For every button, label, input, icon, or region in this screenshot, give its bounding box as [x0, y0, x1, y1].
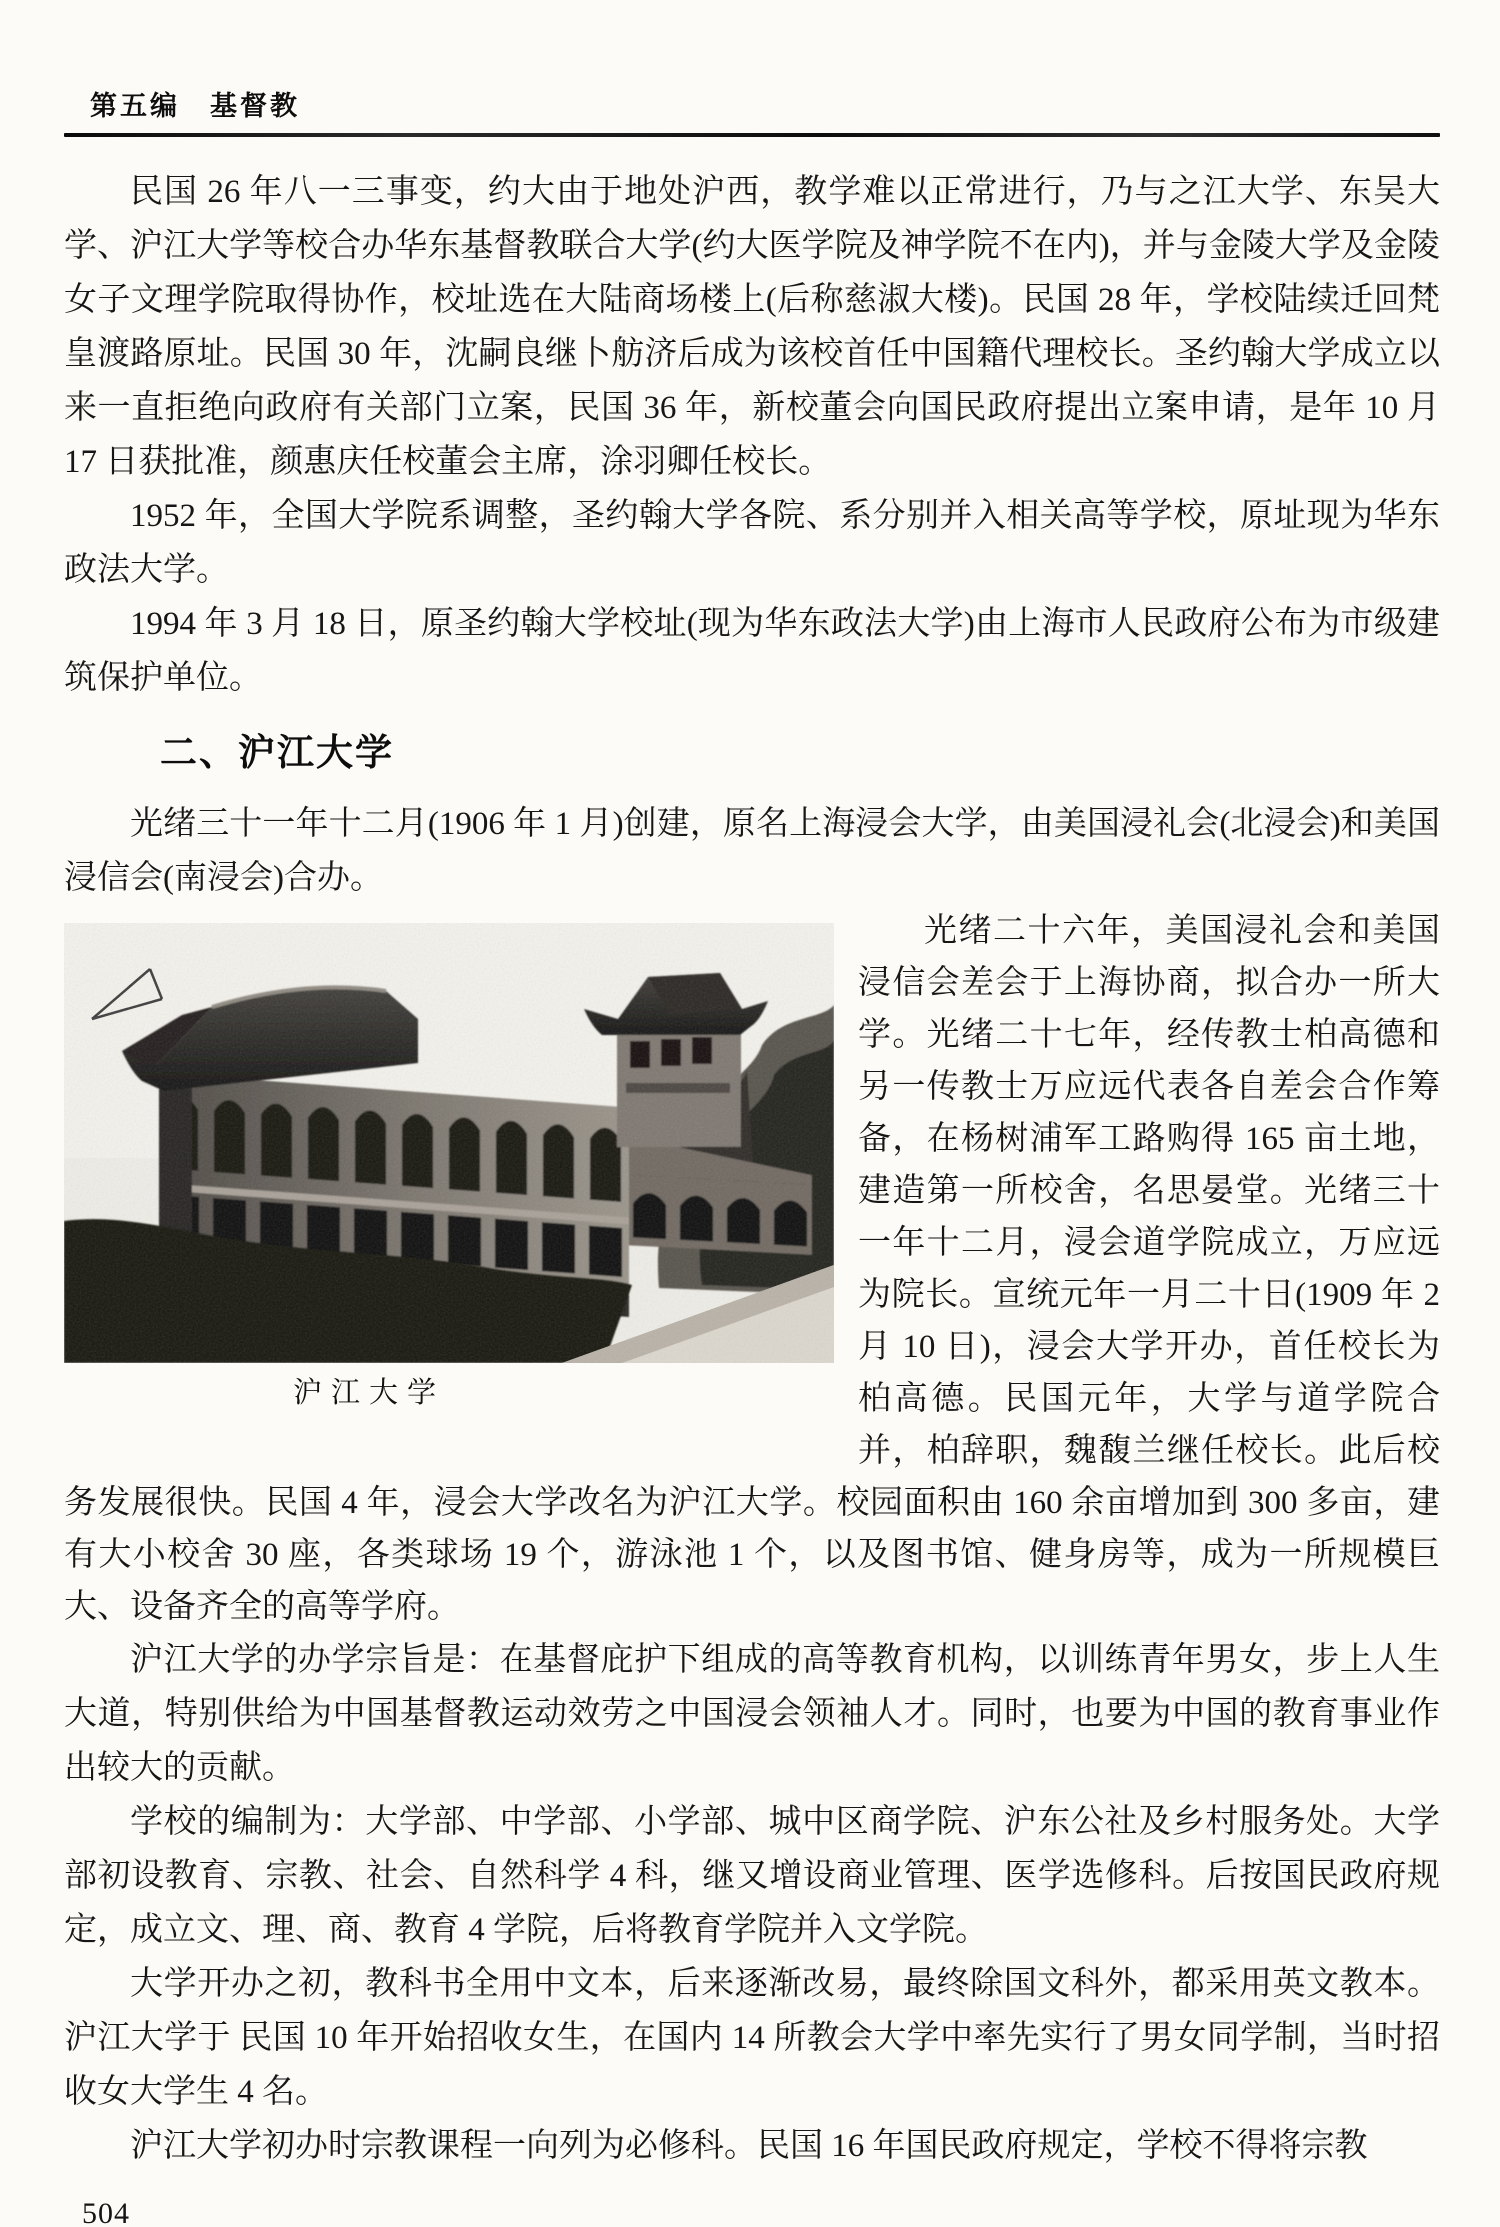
section-heading-hujiang: 二、沪江大学	[160, 732, 394, 773]
paragraph-hujiang-structure: 学校的编制为：大学部、中学部、小学部、城中区商学院、沪东公社及乡村服务处。大学部初设教育、宗教、社会、自然科学 4 科，继又增设商业管理、医学选修科。后按国民政府规定，成立文、理、商、教育 4 学院，后将教育学院并入文学院。	[64, 1804, 1440, 1948]
paragraph-hujiang-history: 光绪二十六年，美国浸礼会和美国浸信会差会于上海协商，拟合办一所大学。光绪二十七年，经传教士柏高德和另一传教士万应远代表各自差会合作筹备，在杨树浦军工路购得 165 亩土地，建造第一所校舍，名思晏堂。光绪三十一年十二月，浸会道学院成立，万应远为院长。宣统元年一月二十日(1909 年 2 月 10 日)，浸会大学开办，首任校长为柏高德。民国元年，大学与道学院合并，柏辞职，魏馥兰继任校长。此后校务发展很快。民国 4 年，浸会大学改名为沪江大学。校园面积由 160 余亩增加到 300 多亩，建有大小校舍 30 座，各类球场 19 个，游泳池 1 个，以及图书馆、健身房等，成为一所规模巨大、设备齐全的高等学府。	[64, 913, 1440, 1625]
header-rule	[64, 133, 1440, 137]
paragraph-hujiang-religion: 沪江大学初办时宗教课程一向列为必修科。民国 16 年国民政府规定，学校不得将宗教	[130, 2128, 1368, 2164]
hujiang-photo-figure	[64, 923, 834, 1413]
halftone-grain	[64, 923, 834, 1363]
paragraph-stjohns-1: 民国 26 年八一三事变，约大由于地处沪西，教学难以正常进行，乃与之江大学、东吴大学、沪江大学等校合办华东基督教联合大学(约大医学院及神学院不在内)，并与金陵大学及金陵女子文理学院取得协作，校址选在大陆商场楼上(后称慈淑大楼)。民国 28 年，学校陆续迁回梵皇渡路原址。民国 30 年，沈嗣良继卜舫济后成为该校首任中国籍代理校长。圣约翰大学成立以来一直拒绝向政府有关部门立案，民国 36 年，新校董会向国民政府提出立案申请，是年 10 月 17 日获批准，颜惠庆任校董会主席，涂羽卿任校长。	[64, 174, 1440, 480]
paragraph-stjohns-2: 1952 年，全国大学院系调整，圣约翰大学各院、系分别并入相关高等学校，原址现为华东政法大学。	[64, 498, 1440, 588]
photo-text-flow	[64, 905, 1440, 1633]
paragraph-stjohns-3: 1994 年 3 月 18 日，原圣约翰大学校址(现为华东政法大学)由上海市人民政府公布为市级建筑保护单位。	[64, 606, 1440, 696]
paragraph-hujiang-textbooks: 大学开办之初，教科书全用中文本，后来逐渐改易，最终除国文科外，都采用英文教本。沪江大学于 民国 10 年开始招收女生，在国内 14 所教会大学中率先实行了男女同学制，当时招收女大学生 4 名。	[64, 1966, 1440, 2110]
page-header	[64, 84, 1440, 137]
paragraph-hujiang-intro: 光绪三十一年十二月(1906 年 1 月)创建，原名上海浸会大学，由美国浸礼会(北浸会)和美国浸信会(南浸会)合办。	[64, 806, 1440, 896]
running-header-title: 第五编 基督教	[90, 91, 300, 121]
paragraph-hujiang-mission: 沪江大学的办学宗旨是：在基督庇护下组成的高等教育机构，以训练青年男女，步上人生大道，特别供给为中国基督教运动效劳之中国浸会领袖人才。同时，也要为中国的教育事业作出较大的贡献。	[64, 1642, 1440, 1786]
hujiang-university-photo	[64, 923, 834, 1363]
photo-caption: 沪江大学	[292, 1377, 445, 1409]
page-content	[64, 84, 1440, 2227]
page-number: 504	[82, 2197, 130, 2227]
